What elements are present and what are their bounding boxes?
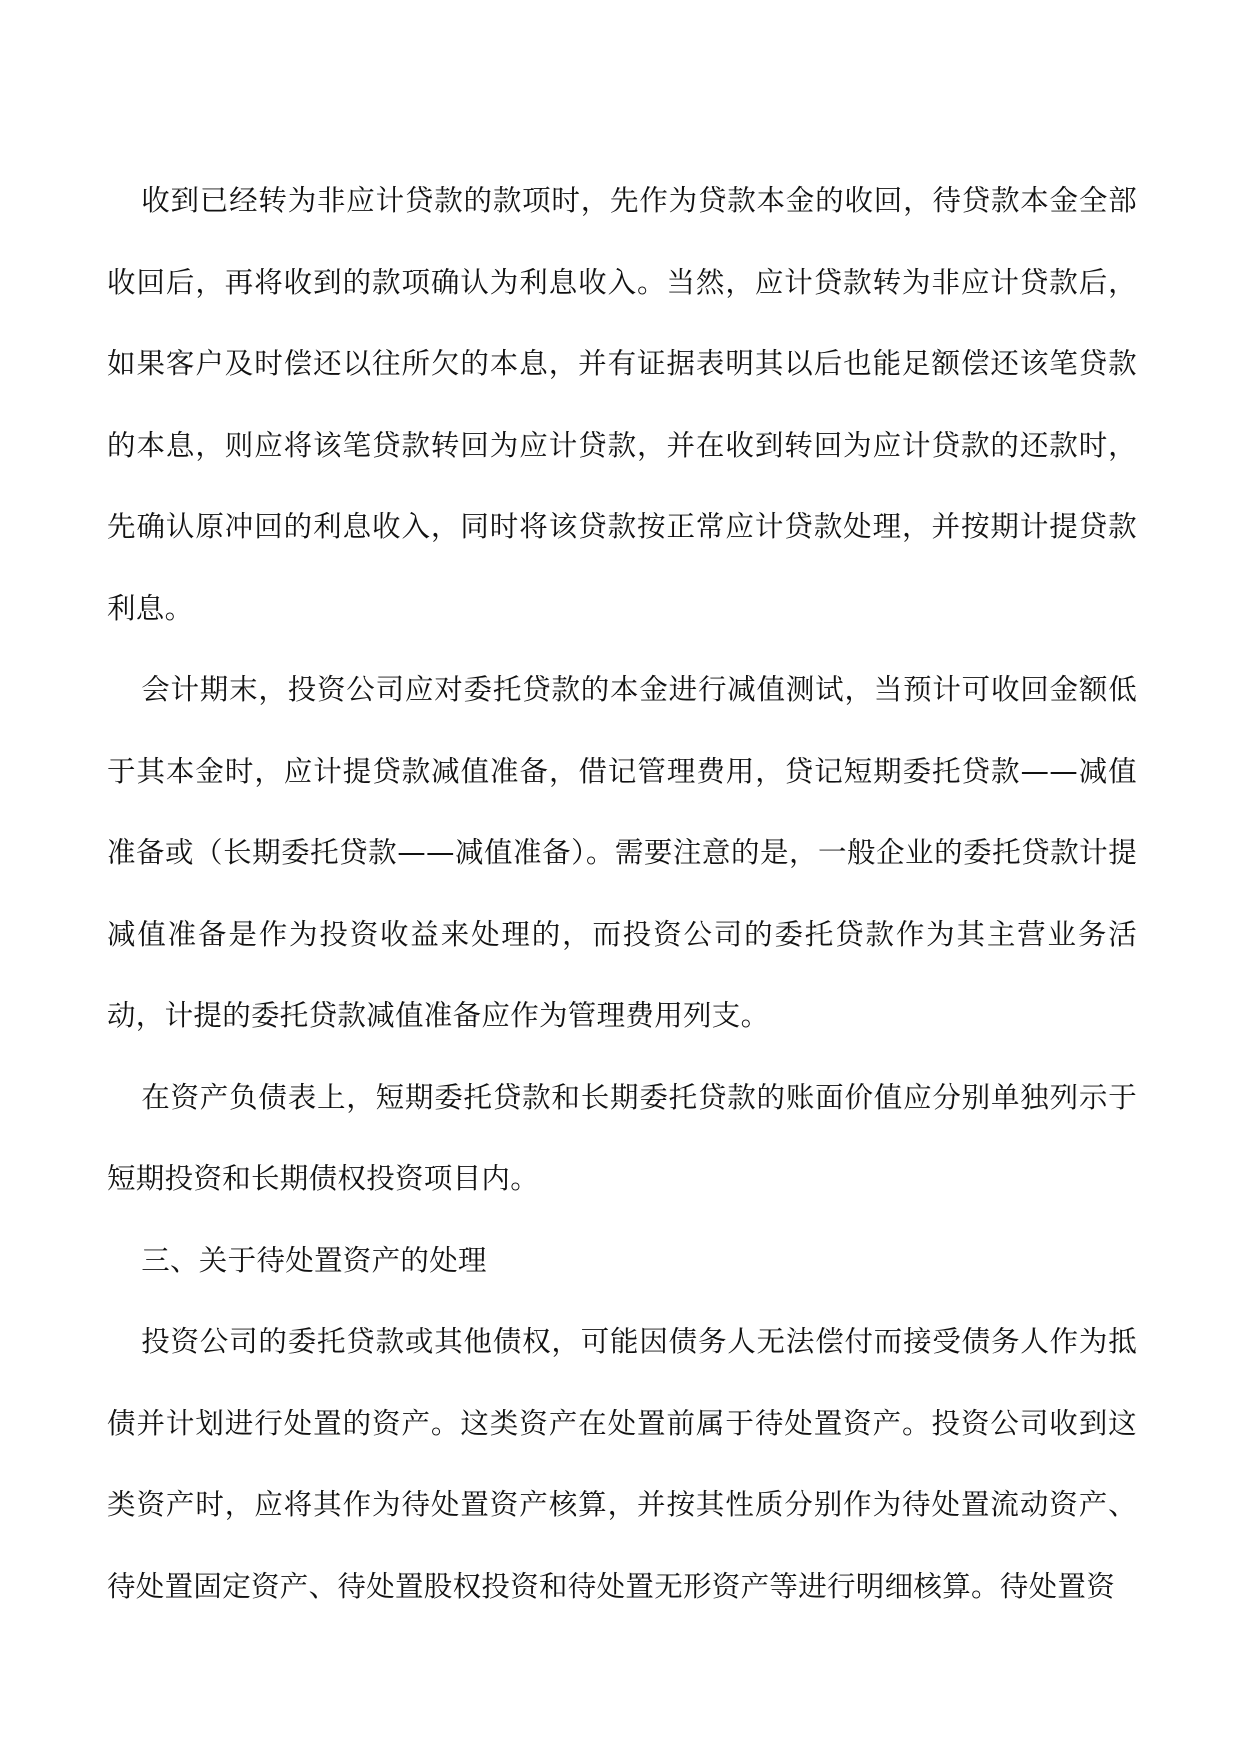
paragraph-non-accrual-loans: 收到已经转为非应计贷款的款项时，先作为贷款本金的收回，待贷款本金全部收回后，再将收到的款项确认为利息收入。当然，应计贷款转为非应计贷款后，如果客户及时偿还以往所欠的本息，并有证据表明其以后也能足额偿还该笔贷款的本息，则应将该笔贷款转回为应计贷款，并在收到转回为应计贷款的还款时，先确认原冲回的利息收入，同时将该贷款按正常应计贷款处理，并按期计提贷款利息。 xyxy=(107,184,1137,625)
document-body xyxy=(107,160,1137,1627)
paragraph-balance-sheet: 在资产负债表上，短期委托贷款和长期委托贷款的账面价值应分别单独列示于短期投资和长期债权投资项目内。 xyxy=(107,1080,1137,1195)
section-heading: 三、关于待处置资产的处理 xyxy=(141,1243,487,1277)
paragraph-assets-for-disposal: 投资公司的委托贷款或其他债权，可能因债务人无法偿付而接受债务人作为抵债并计划进行处置的资产。这类资产在处置前属于待处置资产。投资公司收到这类资产时，应将其作为待处置资产核算，并按其性质分别作为待处置流动资产、待处置固定资产、待处置股权投资和待处置无形资产等进行明细核算。待处置资 xyxy=(107,1325,1137,1603)
paragraph-impairment-provision: 会计期末，投资公司应对委托贷款的本金进行减值测试，当预计可收回金额低于其本金时，应计提贷款减值准备，借记管理费用，贷记短期委托贷款——减值准备或（长期委托贷款——减值准备）。需要注意的是，一般企业的委托贷款计提减值准备是作为投资收益来处理的，而投资公司的委托贷款作为其主营业务活动，计提的委托贷款减值准备应作为管理费用列支。 xyxy=(107,673,1137,1032)
